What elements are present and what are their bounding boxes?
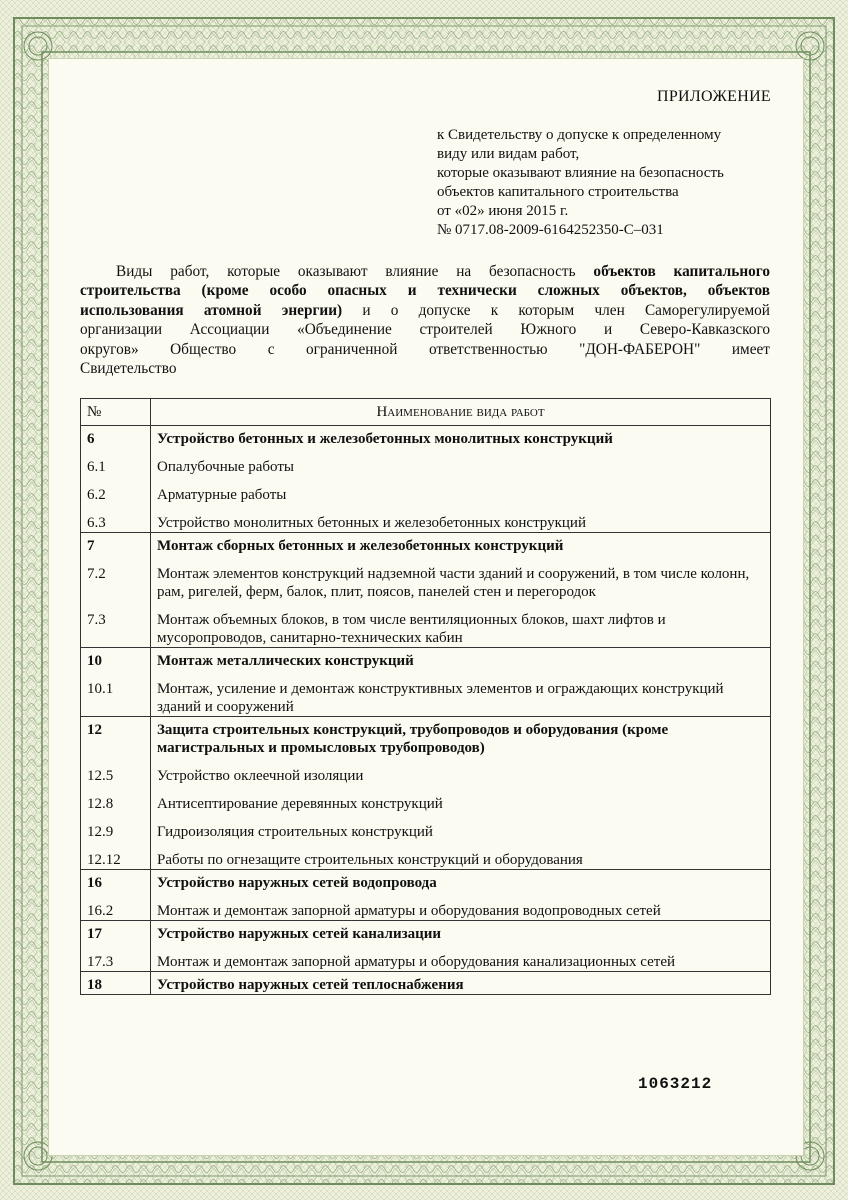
- appendix-heading: ПРИЛОЖЕНИЕ: [656, 88, 771, 105]
- reference-line: от «02» июня 2015 г.: [437, 203, 569, 219]
- section-row: [81, 533, 771, 556]
- row-work-name: Устройство бетонных и железобетонных монолитных конструкций: [151, 426, 771, 449]
- table-row: [81, 601, 771, 648]
- section-row: [81, 972, 771, 995]
- row-work-name: Работы по огнезащите строительных конструкций и оборудования: [151, 841, 771, 870]
- table-row: [81, 670, 771, 717]
- row-work-name: Арматурные работы: [151, 476, 771, 504]
- row-work-name: Устройство оклеечной изоляции: [151, 757, 771, 785]
- row-work-name: Защита строительных конструкций, трубопроводов и оборудования (кроме магистральных и промысловых трубопроводов): [151, 717, 771, 758]
- serial-number: 1063212: [638, 1075, 713, 1093]
- table-header-row: [81, 399, 771, 426]
- intro-text: организации Ассоциации «Объединение строителей Южного и Северо-Кавказского: [80, 321, 770, 339]
- reference-line: объектов капитального строительства: [437, 184, 679, 200]
- section-row: [81, 648, 771, 671]
- row-number: 17.3: [81, 943, 151, 972]
- section-row: [81, 921, 771, 944]
- row-number: 6.2: [81, 476, 151, 504]
- row-work-name: Монтаж и демонтаж запорной арматуры и оборудования канализационных сетей: [151, 943, 771, 972]
- row-number: 17: [81, 921, 151, 944]
- intro-text: округов» Общество с ограниченной ответственностью "ДОН-ФАБЕРОН" имеет: [80, 340, 770, 358]
- row-work-name: Опалубочные работы: [151, 448, 771, 476]
- table-row: [81, 813, 771, 841]
- row-number: 6: [81, 426, 151, 449]
- row-work-name: Монтаж металлических конструкций: [151, 648, 771, 671]
- row-work-name: Устройство наружных сетей теплоснабжения: [151, 972, 771, 995]
- table-row: [81, 448, 771, 476]
- table-row: [81, 476, 771, 504]
- table-row: [81, 943, 771, 972]
- certificate-reference: [437, 126, 724, 240]
- row-work-name: Устройство наружных сетей канализации: [151, 921, 771, 944]
- table-row: [81, 785, 771, 813]
- row-work-name: Монтаж, усиление и демонтаж конструктивных элементов и ограждающих конструкций зданий и сооружений: [151, 670, 771, 717]
- row-number: 12.9: [81, 813, 151, 841]
- row-work-name: Антисептирование деревянных конструкций: [151, 785, 771, 813]
- row-work-name: Устройство монолитных бетонных и железобетонных конструкций: [151, 504, 771, 533]
- row-number: 7: [81, 533, 151, 556]
- row-number: 12.5: [81, 757, 151, 785]
- reference-line: № 0717.08-2009-6164252350-С–031: [437, 222, 664, 238]
- row-number: 18: [81, 972, 151, 995]
- section-row: [81, 426, 771, 449]
- section-row: [81, 717, 771, 758]
- reference-line: которые оказывают влияние на безопасность: [437, 165, 724, 181]
- row-work-name: Устройство наружных сетей водопровода: [151, 870, 771, 893]
- table-row: [81, 504, 771, 533]
- row-number: 7.2: [81, 555, 151, 601]
- row-number: 6.1: [81, 448, 151, 476]
- column-name-header: Наименование вида работ: [151, 399, 771, 426]
- intro-paragraph: [80, 262, 770, 378]
- row-number: 12.12: [81, 841, 151, 870]
- intro-text: Виды работ, которые оказывают влияние на безопасность: [116, 263, 594, 280]
- intro-text: Свидетельство: [80, 360, 177, 378]
- row-work-name: Гидроизоляция строительных конструкций: [151, 813, 771, 841]
- intro-bold-text: использования атомной энергии): [80, 301, 343, 319]
- row-number: 16: [81, 870, 151, 893]
- works-table: [80, 398, 771, 995]
- row-work-name: Монтаж и демонтаж запорной арматуры и оборудования водопроводных сетей: [151, 892, 771, 921]
- table-row: [81, 841, 771, 870]
- section-row: [81, 870, 771, 893]
- table-row: [81, 757, 771, 785]
- row-work-name: Монтаж сборных бетонных и железобетонных конструкций: [151, 533, 771, 556]
- reference-line: виду или видам работ,: [437, 146, 580, 162]
- table-row: [81, 555, 771, 601]
- works-table-body: [81, 426, 771, 995]
- row-number: 12: [81, 717, 151, 758]
- intro-text: и о допуске к которым член Саморегулируемой: [342, 301, 770, 319]
- intro-bold-text: строительства (кроме особо опасных и технически сложных объектов, объектов: [80, 282, 770, 300]
- column-number-header: №: [81, 399, 151, 426]
- table-row: [81, 892, 771, 921]
- intro-bold-text: объектов капитального: [593, 263, 771, 280]
- row-number: 12.8: [81, 785, 151, 813]
- row-number: 7.3: [81, 601, 151, 648]
- row-number: 10.1: [81, 670, 151, 717]
- row-number: 16.2: [81, 892, 151, 921]
- row-number: 10: [81, 648, 151, 671]
- reference-line: к Свидетельству о допуске к определенному: [437, 127, 722, 143]
- row-work-name: Монтаж объемных блоков, в том числе вентиляционных блоков, шахт лифтов и мусоропроводов, санитарно-технических кабин: [151, 601, 771, 648]
- row-work-name: Монтаж элементов конструкций надземной части зданий и сооружений, в том числе колонн, рам, ригелей, ферм, балок, плит, поясов, панелей стен и перегородок: [151, 555, 771, 601]
- row-number: 6.3: [81, 504, 151, 533]
